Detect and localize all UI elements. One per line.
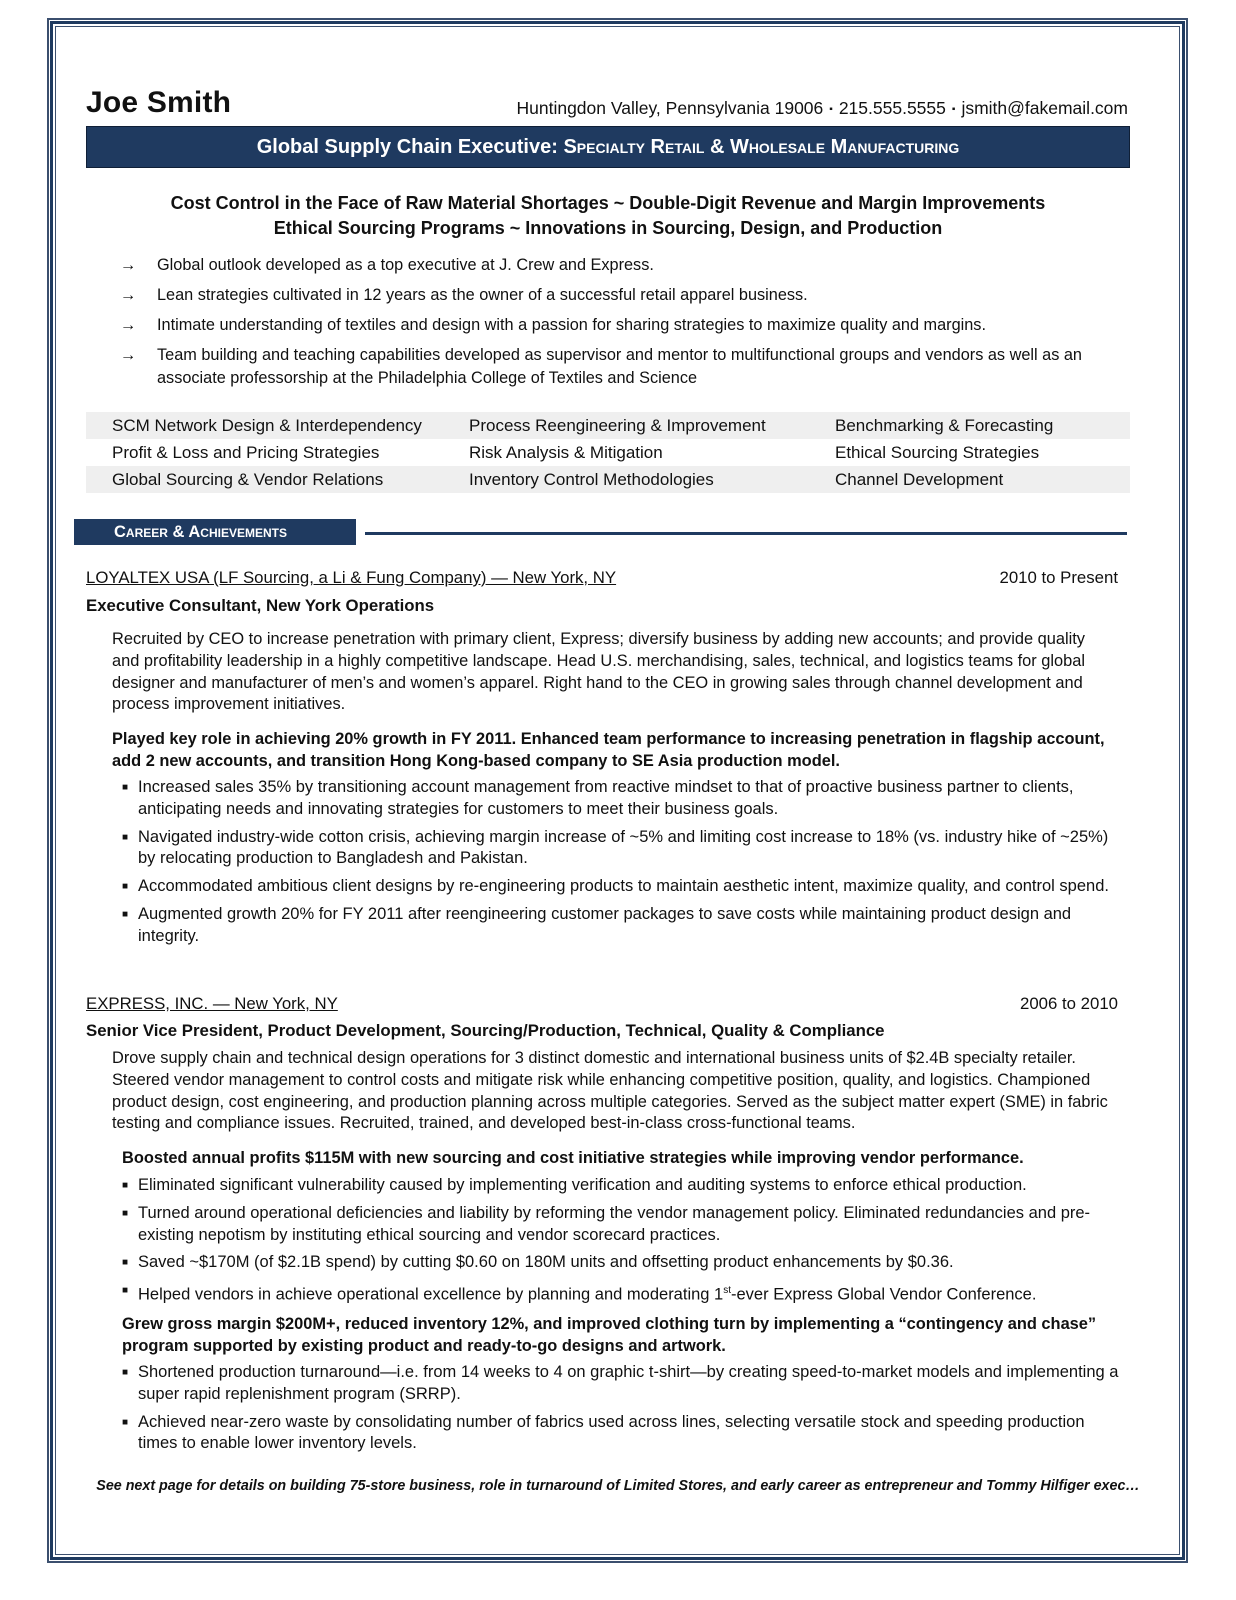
skill-item: Risk Analysis & Mitigation [469, 442, 663, 462]
continuation-note: See next page for details on building 75-store business, role in turnaround of Limited Stores, and early career as entrepreneur and Tommy Hilfiger exec… [96, 1478, 1140, 1494]
skill-item: Benchmarking & Forecasting [835, 415, 1054, 435]
contact-separator: ▪ [951, 104, 956, 115]
summary-item: → Global outlook developed as a top executive at J. Crew and Express. [120, 254, 1120, 277]
skill-item: Channel Development [835, 469, 1004, 489]
achievement-item: ■ Eliminated significant vulnerability caused by implementing verification and auditing systems to enforce ethical production. [122, 1175, 1122, 1197]
job-highlight: Grew gross margin $200M+, reduced inventory 12%, and improved clothing turn by implementing a “contingency and chase” program supported by existing product and ready-to-go designs and artwork. [122, 1315, 1097, 1355]
bullet-icon: ■ [122, 1285, 129, 1297]
job-description: Recruited by CEO to increase penetration with primary client, Express; diversify business by adding new accounts; and provide quality and profitability leadership in a highly competitive landscape. Head U.S. merchandising, sales, technical, and logistics teams for global designer and manufacturer of men’s and women’s apparel. Right hand to the CEO in growing sales through channel development and process improvement initiatives. [112, 630, 1086, 714]
skill-item: Global Sourcing & Vendor Relations [112, 469, 384, 489]
achievement-item: ■ Navigated industry-wide cotton crisis, achieving margin increase of ~5% and limiting cost increase to 18% (vs. industry hike of ~25%) by relocating production to Bangladesh and Pakistan. [122, 827, 1109, 868]
contact-phone: 215.555.5555 [838, 98, 946, 118]
summary-item: → Team building and teaching capabilities developed as supervisor and mentor to multifunctional groups and vendors as well as an associate professorship at the Philadelphia College of Textiles and Science [120, 346, 1082, 387]
skill-item: Inventory Control Methodologies [469, 469, 714, 489]
headline-banner [86, 126, 1130, 168]
job-title: Executive Consultant, New York Operations [86, 596, 435, 615]
core-competencies-table [86, 412, 1130, 493]
contact-location: Huntingdon Valley, Pennsylvania 19006 [516, 98, 824, 118]
job-dates: 2010 to Present [999, 568, 1118, 587]
job-employer: EXPRESS, INC. — New York, NY [86, 994, 338, 1013]
bullet-icon: ■ [122, 1180, 129, 1191]
achievement-item: ■ Helped vendors in achieve operational excellence by planning and moderating 1st-ever Express Global Vendor Conference. [122, 1280, 1122, 1306]
job-highlight: Boosted annual profits $115M with new sourcing and cost initiative strategies while improving vendor performance. [122, 1149, 1024, 1167]
job-achievements [122, 1362, 1128, 1461]
summary-item: → Intimate understanding of textiles and design with a passion for sharing strategies to maximize quality and margins. [120, 314, 1120, 337]
skills-row [86, 439, 1130, 466]
job-dates: 2006 to 2010 [1020, 994, 1118, 1013]
bullet-icon: ■ [122, 1416, 129, 1428]
summary-list [120, 254, 1120, 397]
achievement-item: ■ Turned around operational deficiencies and liability by reforming the vendor management policy. Eliminated redundancies and pre-existing nepotism by instituting ethical sourcing and vendor scorecard practices. [122, 1203, 1091, 1244]
summary-item: → Lean strategies cultivated in 12 years as the owner of a successful retail apparel business. [120, 284, 1120, 307]
bullet-icon: ■ [122, 881, 129, 893]
bullet-icon: ■ [122, 782, 129, 793]
achievement-item: ■ Shortened production turnaround—i.e. from 14 weeks to 4 on graphic t-shirt—by creating speed-to-market models and implementing a super rapid replenishment program (SRRP). [122, 1363, 1119, 1403]
bullet-icon: ■ [122, 908, 129, 920]
arrow-icon: → [120, 286, 137, 304]
achievement-item: ■ Accommodated ambitious client designs by re-engineering products to maintain aesthetic intent, maximize quality, and control spend. [122, 876, 1128, 898]
skill-item: Profit & Loss and Pricing Strategies [112, 442, 380, 462]
job-title: Senior Vice President, Product Development, Sourcing/Production, Technical, Quality & Compliance [86, 1021, 885, 1040]
job-employer: LOYALTEX USA (LF Sourcing, a Li & Fung Company) — New York, NY [86, 568, 617, 587]
arrow-icon: → [120, 346, 137, 364]
bullet-icon: ■ [122, 831, 129, 843]
contact-email[interactable]: jsmith@fakemail.com [961, 98, 1128, 118]
job-achievements [122, 777, 1128, 954]
contact-separator: ▪ [829, 104, 833, 115]
job-description: Drove supply chain and technical design operations for 3 distinct domestic and international business units of $2.4B specialty retailer. Steered vendor management to control costs and mitigate risk while enhancing competitive position, quality, and logistics. Championed product design, cost engineering, and production planning across multiple categories. Served as the subject matter expert (SME) in fabric testing and compliance issues. Recruited, trained, and developed best-in-class cross-functional teams. [112, 1049, 1108, 1133]
skill-item: SCM Network Design & Interdependency [112, 415, 422, 435]
candidate-name: Joe Smith [86, 86, 232, 119]
section-heading-career: Career & Achievements [74, 519, 356, 545]
section-rule [365, 532, 1127, 535]
skill-item: Ethical Sourcing Strategies [835, 442, 1040, 462]
banner-subtitle: Specialty Retail & Wholesale Manufacturing [563, 136, 960, 158]
value-proposition-line-1: Cost Control in the Face of Raw Material Shortages ~ Double-Digit Revenue and Margin Improvements [170, 193, 1046, 213]
contact-line [516, 98, 1128, 119]
skills-row [86, 466, 1130, 493]
arrow-icon: → [120, 316, 137, 334]
achievement-item: ■ Saved ~$170M (of $2.1B spend) by cutting $0.60 on 180M units and offsetting product enhancements by $0.36. [122, 1252, 1122, 1274]
value-proposition-line-2: Ethical Sourcing Programs ~ Innovations in Sourcing, Design, and Production [273, 218, 943, 238]
skills-row [86, 412, 1130, 439]
job-highlight: Played key role in achieving 20% growth in FY 2011. Enhanced team performance to increasing penetration in flagship account, add 2 new accounts, and transition Hong Kong-based company to SE Asia production model. [112, 730, 1105, 770]
bullet-icon: ■ [122, 1367, 129, 1378]
arrow-icon: → [120, 256, 137, 274]
banner-title: Global Supply Chain Executive: [256, 136, 564, 158]
achievement-item: ■ Augmented growth 20% for FY 2011 after reengineering customer packages to save costs while maintaining product design and integrity. [122, 904, 1072, 945]
skill-item: Process Reengineering & Improvement [469, 415, 766, 435]
bullet-icon: ■ [122, 1257, 129, 1269]
achievement-item: ■ Achieved near-zero waste by consolidating number of fabrics used across lines, selecting versatile stock and speeding production times to enable lower inventory levels. [122, 1412, 1085, 1453]
job-achievements [122, 1175, 1122, 1312]
bullet-icon: ■ [122, 1207, 129, 1219]
achievement-item: ■ Increased sales 35% by transitioning account management from reactive mindset to that of proactive business partner to clients, anticipating needs and innovating strategies for customers to meet their business goals. [122, 778, 1074, 818]
